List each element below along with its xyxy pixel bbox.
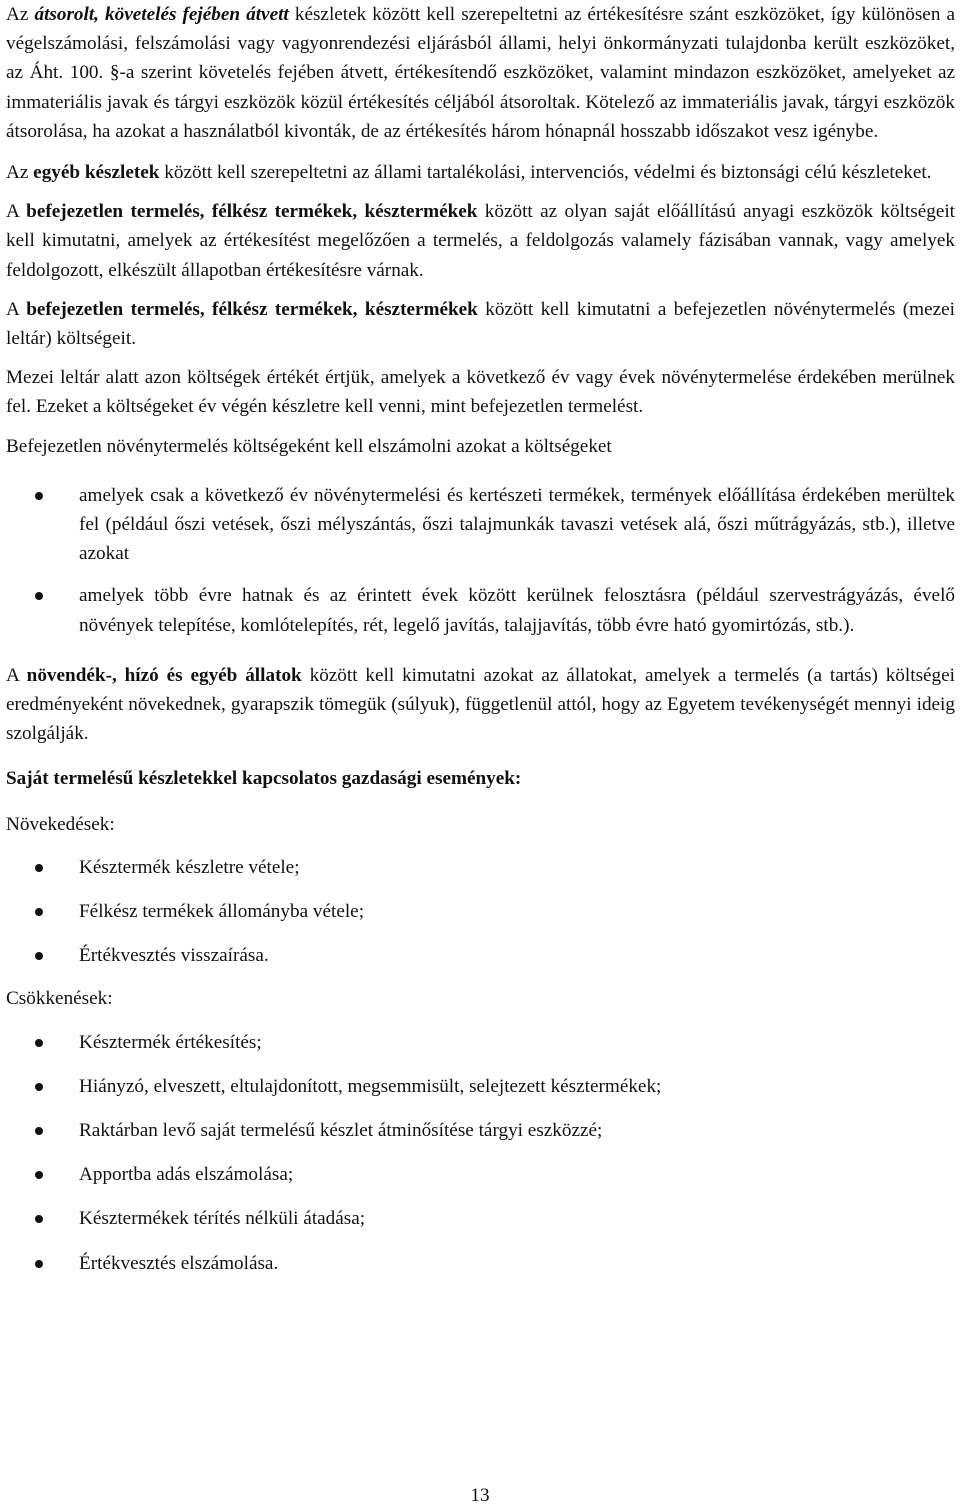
list-item-text: Félkész termékek állományba vétele; [79,901,365,923]
list-item [6,1249,955,1278]
list-item-text: amelyek csak a következő év növénytermelési és kertészeti termékek, termények előállítása érdekében merültek fel (például őszi vetések, őszi mélyszántás, őszi talajmunkák tavaszi vetések alá, őszi műtrágyázás, stb.), illetve azokat [79,484,955,565]
emphasis-term: növendék-, hízó és egyéb állatok [26,664,302,686]
list-item-text: Értékvesztés elszámolása. [79,1252,279,1274]
bullet-icon [35,492,43,500]
emphasis-term: átsorolt, követelés fejében átvett [34,4,289,25]
emphasis-term: egyéb készletek [33,162,160,184]
list-item [6,1160,955,1189]
text-run: között kell kimutatni azokat az állatokat, amelyek a termelés (a tartás) költségei eredményeként növekednek, gyarapszik tömegük (súlyuk), függetlenül attól, hogy az Egyetem tevékenységét mennyi ideig szolgálják. [6,664,955,745]
section-heading [6,764,955,793]
text-run: készletek között kell szerepeltetni az értékesítésre szánt eszközöket, így különösen a végelszámolási, felszámolási vagy vagyonrendezési eljárásból állami, helyi önkormányzati tulajdonba került eszközöket, az Áht. 100. §-a szerint követelés fejében átvett, értékesítendő eszközöket, valamint mindazon eszközöket, amelyeket az immateriális javak és tárgyi eszközök közül értékesítés céljából átsoroltak. Kötelező az immateriális javak, tárgyi eszközök átsorolása, ha azokat a használatból kivonták, de az értékesítés három hónapnál hosszabb időszakot vesz igénybe. [6,4,956,142]
increases-list [6,853,955,971]
paragraph-unfinished-production [6,197,955,285]
text-run: A [6,664,27,686]
decreases-list [6,1028,955,1278]
bullet-icon [35,1039,43,1047]
bullet-icon [35,908,43,916]
list-item-text: Késztermék készletre vétele; [79,856,300,878]
bullet-icon [35,592,43,600]
list-item [6,1072,955,1101]
text-run: A [6,201,27,223]
bullet-icon [35,864,43,872]
paragraph-other-stock [6,158,955,187]
list-item-text: Apportba adás elszámolása; [79,1164,294,1186]
decreases-label: Csökkenések: [6,988,113,1010]
increases-label: Növekedések: [6,813,115,835]
list-item [6,941,955,970]
paragraph-reclassified-stock [6,0,955,146]
bullet-icon [35,952,43,960]
text-run: között az olyan saját előállítású anyagi eszközök költségeit kell kimutatni, amelyek az értékesítést megelőzően a termelés, a feldolgozás valamely fázisában vannak, vagy amelyek feldolgozott, elkészült állapotban értékesítésre várnak. [6,201,955,281]
section-heading-text: Saját termelésű készletekkel kapcsolatos gazdasági események: [6,768,522,790]
text-run: A [6,298,27,320]
list-item [6,1028,955,1057]
list-item-text: Hiányzó, elveszett, eltulajdonított, megsemmisült, selejtezett késztermékek; [79,1075,662,1097]
bullet-icon [35,1260,43,1268]
text-run: Az [6,4,35,25]
list-item-text: amelyek több évre hatnak és az érintett évek között kerülnek felosztásra (például szervestrágyázás, évelő növények telepítése, komlótelepítés, rét, legelő javítás, talajjavítás, több évre ható gyomirtózás, stb.). [79,585,955,636]
bullet-icon [35,1083,43,1091]
list-item-text: Késztermékek térítés nélküli átadása; [79,1208,366,1230]
list-item [6,481,955,569]
bullet-icon [35,1127,43,1135]
list-item [6,1204,955,1233]
bullet-icon [35,1215,43,1223]
text-run: között kell szerepeltetni az állami tartalékolási, intervenciós, védelmi és biztonsági célú készleteket. [159,162,932,184]
cost-bullet-list [6,481,955,640]
text-run: között kell kimutatni a befejezetlen növénytermelés (mezei leltár) költségeit. [6,298,955,350]
emphasis-term: befejezetlen termelés, félkész termékek, késztermékek [26,201,478,223]
list-item [6,581,955,639]
list-item-text: Értékvesztés visszaírása. [79,945,269,967]
list-item-text: Késztermék értékesítés; [79,1031,262,1053]
paragraph-field-inventory [6,295,955,353]
list-item [6,853,955,882]
emphasis-term: befejezetlen termelés, félkész termékek, késztermékek [26,298,478,320]
text-run: Az [6,162,34,184]
list-item-text: Raktárban levő saját termelésű készlet átminősítése tárgyi eszközzé; [79,1120,603,1142]
paragraph-cost-intro: Befejezetlen növénytermelés költségeként kell elszámolni azokat a költségeket [6,435,612,457]
paragraph-animals [6,661,955,749]
document-page [6,0,955,1278]
page-number: 13 [470,1485,490,1506]
paragraph-field-inventory-definition: Mezei leltár alatt azon költségek értékét értjük, amelyek a következő év vagy évek növénytermelése érdekében merülnek fel. Ezeket a költségeket év végén készletre kell venni, mint befejezetlen termelést. [6,367,955,418]
list-item [6,897,955,926]
bullet-icon [35,1171,43,1179]
list-item [6,1116,955,1145]
